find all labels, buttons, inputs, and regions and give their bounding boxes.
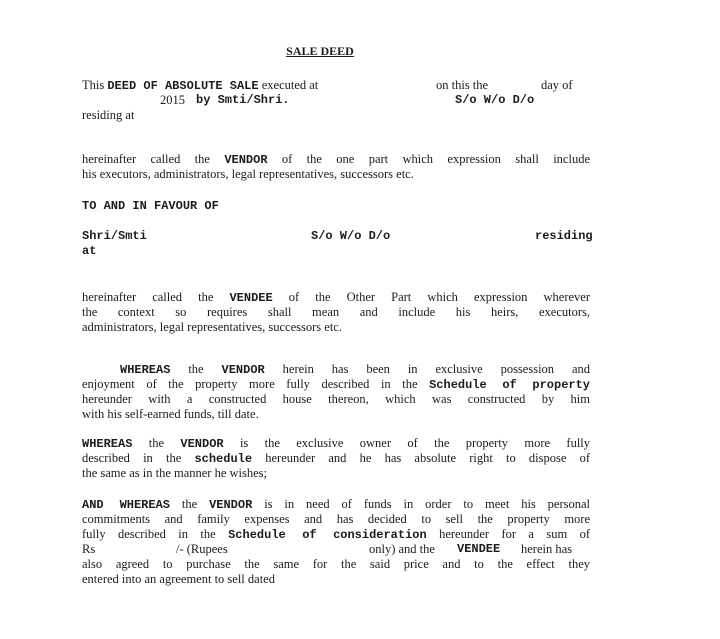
vendee-at: at — [82, 244, 97, 258]
whereas2-keyword: WHEREAS — [82, 437, 133, 451]
whereas2-line-3: the same as in the manner he wishes; — [82, 466, 268, 480]
favour-heading: TO AND IN FAVOUR OF — [82, 199, 219, 213]
whereas2-vendor: VENDOR — [180, 437, 224, 451]
intro-on-this-the: on this the — [436, 78, 489, 92]
vendor-para-line-1 — [82, 152, 590, 168]
vendee-text-b: of the Other Part which expression wherever — [288, 290, 590, 304]
whereas1-line-4: with his self-earned funds, till date. — [82, 407, 259, 421]
whereas2-line-1 — [82, 436, 590, 452]
vendor-term: VENDOR — [224, 153, 268, 167]
whereas3-the: the — [181, 497, 198, 511]
whereas3-vendee: VENDEE — [457, 542, 501, 556]
whereas2-hereunder: hereunder and he has absolute right to dispose of — [265, 451, 591, 465]
whereas3-herein-has: herein has — [521, 542, 573, 556]
vendor-para-line-2: his executors, administrators, legal representatives, successors etc. — [82, 167, 414, 181]
intro-this: This — [82, 78, 105, 92]
intro-relation: S/o W/o D/o — [455, 93, 535, 107]
intro-line-3: residing at — [82, 108, 135, 122]
schedule-of-consideration: Schedule of consideration — [228, 528, 427, 542]
vendor-text-a: hereinafter called the — [82, 152, 210, 166]
intro-line-1 — [82, 78, 590, 94]
vendee-para-line-2: the context so requires shall mean and include his heirs, executors, — [82, 305, 590, 319]
whereas1-vendor: VENDOR — [221, 363, 265, 377]
vendee-para-line-1 — [82, 290, 590, 306]
vendee-shri-smti: Shri/Smti — [82, 229, 147, 243]
whereas3-line-6: entered into an agreement to sell dated — [82, 572, 275, 586]
whereas3-vendor: VENDOR — [209, 498, 253, 512]
intro-executed-at: executed at — [261, 78, 319, 92]
whereas2-text: is the exclusive owner of the property more fully — [239, 436, 591, 450]
whereas3-line-1 — [82, 497, 590, 513]
whereas1-line-3: hereunder with a constructed house thereon, which was constructed by him — [82, 392, 590, 406]
whereas2-the: the — [148, 436, 165, 450]
only-label: only) and the — [369, 542, 435, 556]
whereas1-line-2 — [82, 377, 590, 393]
whereas1-the: the — [188, 362, 204, 376]
schedule-of-property: Schedule of property — [429, 378, 591, 392]
vendee-text-a: hereinafter called the — [82, 290, 214, 304]
vendee-relation: S/o W/o D/o — [311, 229, 391, 243]
vendee-para-line-3: administrators, legal representatives, successors etc. — [82, 320, 342, 334]
whereas1-keyword: WHEREAS — [120, 363, 171, 377]
vendee-term: VENDEE — [229, 291, 273, 305]
whereas1-line-1 — [120, 362, 590, 378]
whereas3-text: is in need of funds in order to meet his personal — [264, 497, 591, 511]
whereas3-line-5: also agreed to purchase the same for the said price and to the effect they — [82, 557, 590, 571]
deed-of-absolute-sale: DEED OF ABSOLUTE SALE — [107, 79, 259, 93]
vendee-residing: residing — [535, 229, 593, 243]
document-title: SALE DEED — [286, 44, 354, 58]
whereas2-line-2 — [82, 451, 590, 467]
intro-by-smti-shri: by Smti/Shri. — [196, 93, 290, 107]
whereas1-text: herein has been in exclusive possession and — [282, 362, 591, 376]
intro-day-of: day of — [541, 78, 573, 92]
whereas3-line-3 — [82, 527, 590, 543]
whereas2-schedule: schedule — [194, 452, 253, 466]
whereas2-described: described in the — [82, 451, 182, 465]
whereas3-fully: fully described in the — [82, 527, 216, 541]
whereas3-sum: hereunder for a sum of — [439, 527, 591, 541]
intro-year: 2015 — [160, 93, 185, 107]
rupees-label: /- (Rupees — [176, 542, 228, 556]
whereas3-keyword: AND WHEREAS — [82, 498, 170, 512]
whereas3-line-2: commitments and family expenses and has decided to sell the property more — [82, 512, 590, 526]
rs-label: Rs — [82, 542, 96, 556]
whereas1-enjoyment: enjoyment of the property more fully described in the — [82, 377, 418, 391]
vendor-text-b: of the one part which expression shall include — [281, 152, 590, 166]
